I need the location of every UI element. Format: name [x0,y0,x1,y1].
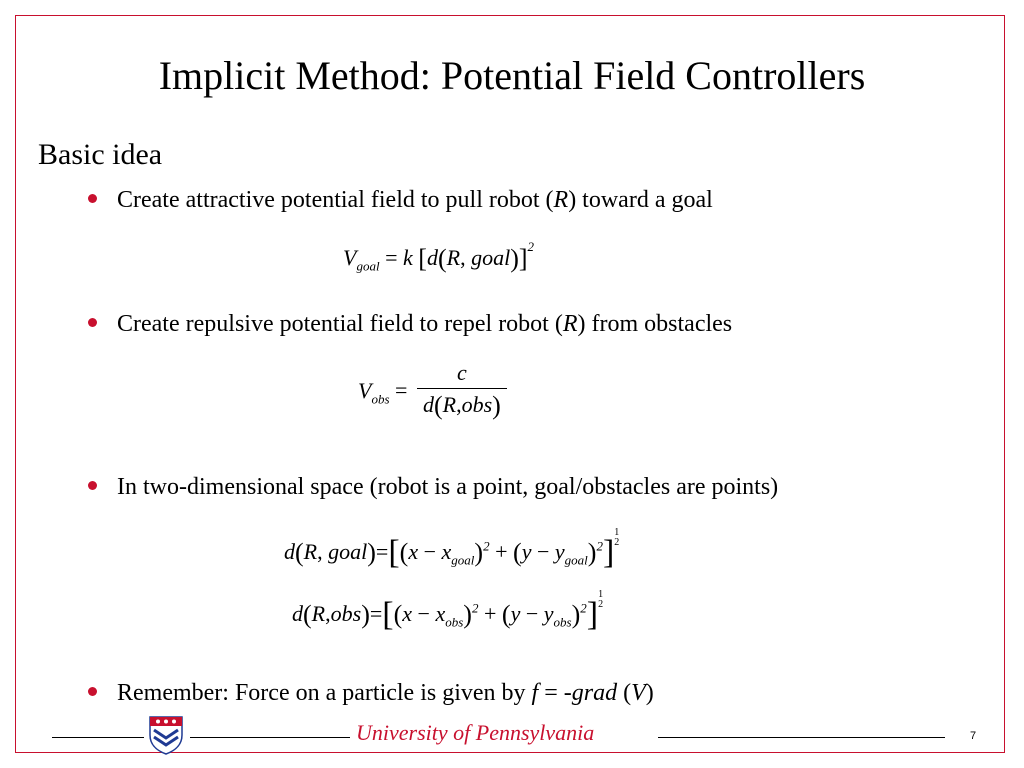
bullet-dot-icon [88,481,97,490]
bullet-dot-icon [88,318,97,327]
bullet-repulsive: Create repulsive potential field to repel robot (R) from obstacles [88,312,732,336]
university-name: University of Pennsylvania [356,720,595,745]
equation-v-goal: $V_{goal} = k$ [d(R, goal)]$^2$ [343,239,535,274]
bullet-dot-icon [88,194,97,203]
page-number: 7 [970,730,977,742]
footer-divider-middle [190,737,350,738]
bullet-remember: Remember: Force on a particle is given by f = -grad (V) [88,681,654,705]
university-shield-icon [148,715,184,755]
footer-divider-left [52,737,144,738]
slide-subtitle: Basic idea [38,138,163,171]
equation-v-obs: $V_{obs}$ = $\frac{c}{\text{d(R,obs)}}$ [358,362,507,419]
footer-divider-right [658,737,945,738]
equation-distance-goal: d(R, goal)=[(x − $x_{goal})^2 + (y - y_{goal})^2$] 1 2 [284,527,620,571]
fraction: $\frac{c}{\text{d(R,obs)}}$ [417,362,507,419]
slide-frame [15,15,1005,753]
bullet-attractive: Create attractive potential field to pull robot (R) toward a goal [88,188,713,212]
equation-distance-obs: $d(R,obs)=[(x - x_{obs})^2 + (y - y_{obs})^2]$ 1 2 [292,589,604,633]
bullet-two-dimensional: In two-dimensional space (robot is a point, goal/obstacles are points) [88,475,778,499]
bullet-dot-icon [88,687,97,696]
slide-title: Implicit Method: Potential Field Controllers [158,53,866,98]
